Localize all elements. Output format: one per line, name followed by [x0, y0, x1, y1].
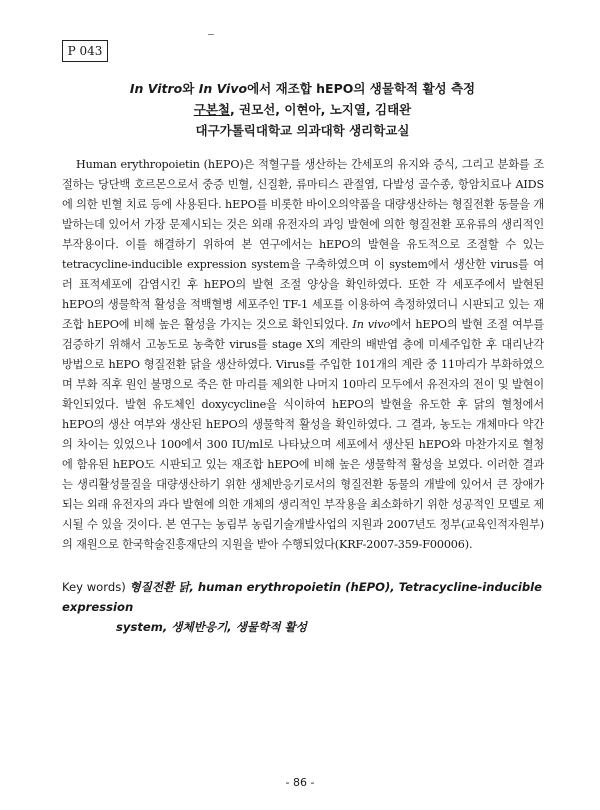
co-authors: , 권모선, 이현아, 노지열, 김태완: [229, 102, 412, 117]
keywords-line-2: system, 생체반응기, 생물학적 활성: [116, 620, 307, 634]
scan-mark: [208, 34, 214, 35]
affiliation: 대구가톨릭대학교 의과대학 생리학교실: [195, 123, 410, 138]
title-block: [60, 78, 545, 141]
title-in-vitro: In Vitro: [129, 81, 183, 96]
abstract-part-1: Human erythropoietin (hEPO)은 적혈구를 생산하는 간세포의 유지와 증식, 그리고 분화를 조절하는 당단백 호르몬으로서 중증 빈혈, 신질환, 류마티스 관절염, 다발성 골수종, 항암치료나 AIDS에 의한 빈혈 치료 등에 사용된다. hEPO를 비롯한 바이오의약품을 대량생산하는 형질전환 동물을 개발하는데 있어서 가장 문제시되는 것은 외래 유전자의 과잉 발현에 의한 형질전환 포유류의 생리적인 부작용이다. 이를 해결하기 위하여 본 연구에서는 hEPO의 발현을 유도적으로 조절할 수 있는 tetracycline-inducible expression system을 구축하였으며 이 system에서 생산한 virus를 여러 표적세포에 감염시킨 후 hEPO의 발현 조절 양상을 확인하였다. 또한 각 세포주에서 발현된 hEPO의 생물학적 활성을 적백혈병 세포주인 TF-1 세포를 이용하여 측정하였더니 시판되고 있는 재조합 hEPO에 비해 높은 활성을 가지는 것으로 확인되었다.: [62, 158, 544, 331]
keywords-label: Key words): [62, 580, 130, 594]
abstract-part-2: 에서 hEPO의 발현 조절 여부를 검증하기 위해서 고농도로 농축한 virus를 stage X의 계란의 배반엽 층에 미세주입한 후 대리난각 방법으로 hEPO 형질전환 닭을 생산하였다. Virus를 주입한 101개의 계란 중 11마리가 부화하였으며 부화 직후 원인 불명으로 죽은 한 마리를 제외한 나머지 10마리 모두에서 유전자의 전이 및 발현이 확인되었다. 발현 유도체인 doxycycline을 식이하여 hEPO의 발현을 유도한 후 닭의 혈청에서 hEPO의 생산 여부와 생산된 hEPO의 생물학적 활성을 확인하였다. 그 결과, 농도는 개체마다 약간의 차이는 있었으나 100에서 300 IU/ml로 나타났으며 세포에서 생산된 hEPO와 마찬가지로 혈청에 함유된 hEPO도 시판되고 있는 재조합 hEPO에 비해 높은 생물학적 활성을 보였다. 이러한 결과는 생리활성물질을 대량생산하기 위한 생체반응기로서의 형질전환 동물의 개발에 있어서 큰 장애가 되는 외래 유전자의 과다 발현에 의한 개체의 생리적인 부작용을 최소화하기 위한 성공적인 모델로 제시될 수 있을 것이다. 본 연구는 농림부 농림기술개발사업의 지원과 2007년도 정부(교육인적자원부)의 재원으로 한국학술진흥재단의 지원을 받아 수행되었다(KRF-2007-359-F00006).: [62, 318, 544, 551]
page-number: - 86 -: [285, 776, 315, 789]
abstract-in-vivo: In vivo: [352, 318, 391, 331]
poster-code-box: [62, 40, 108, 62]
paper-title: [60, 78, 545, 99]
keywords-line-1: 형질전환 닭, human erythropoietin (hEPO), Tetracycline-inducible expression: [62, 580, 543, 614]
poster-code: P 043: [67, 44, 103, 58]
title-in-vivo: In Vivo: [198, 81, 248, 96]
title-wa: 와: [182, 81, 199, 96]
title-rest: 에서 재조합 hEPO의 생물학적 활성 측정: [247, 81, 476, 96]
presenting-author: 구본철: [193, 102, 230, 117]
keywords: [62, 577, 544, 637]
author-list: [60, 99, 545, 120]
abstract-body: [62, 155, 544, 555]
